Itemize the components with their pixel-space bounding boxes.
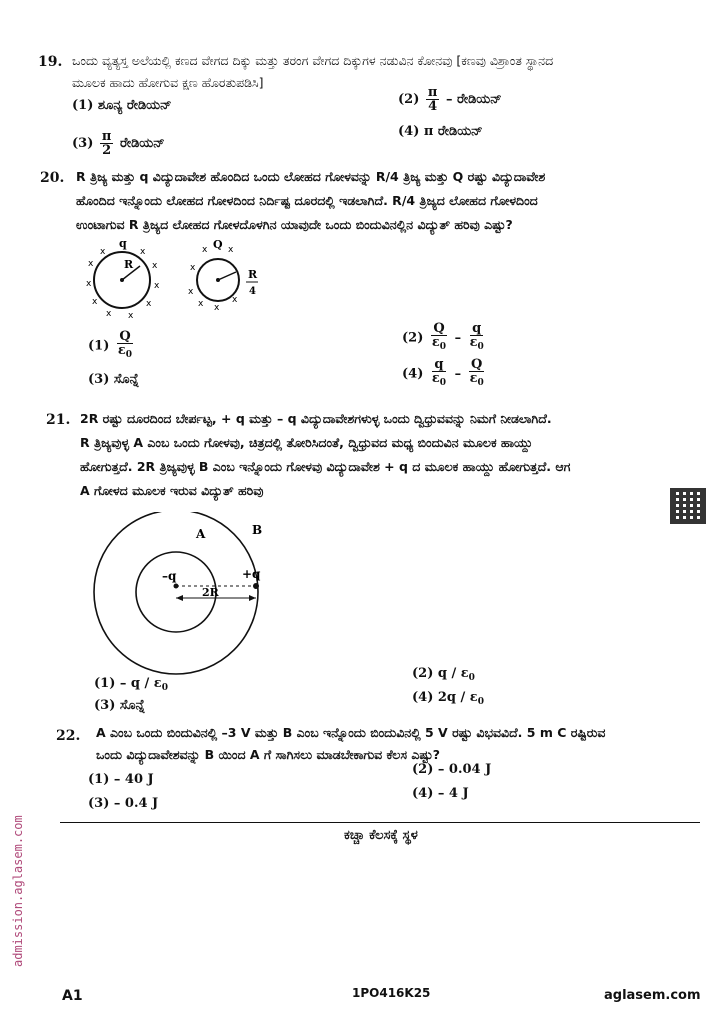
svg-text:x: x	[92, 297, 98, 307]
q19-option-3: (3) $\frac{\pi}{2}$ ರೇಡಿಯನ್	[72, 129, 165, 158]
svg-text:x: x	[154, 281, 160, 291]
q19-text-line1: ಒಂದು ವ್ಯತ್ಯಸ್ತ ಅಲೆಯಲ್ಲಿ ಕಣದ ವೇಗದ ದಿಕ್ಕು ಮತ್ತು ತರಂಗ ವೇಗದ ದಿಕ್ಕುಗಳ ನಡುವಿನ ಕೋನವು [ಕಣವು ವಿಶ್ರಾಂತ ಸ್ಥಾನದ	[72, 53, 554, 68]
q22-option-3: (3) – 0.4 J	[88, 796, 159, 811]
q21-text-line2: R ತ್ರಿಜ್ಯವುಳ್ಳ A ಎಂಬ ಒಂದು ಗೋಳವು, ಚಿತ್ರದಲ್ಲಿ ತೋರಿಸಿದಂತೆ, ದ್ವಿಧ್ರುವದ ಮಧ್ಯ ಬಿಂದುವಿನ ಮೂಲಕ ಹಾಯ್ದು	[80, 435, 533, 450]
svg-text:x: x	[100, 247, 106, 257]
q22-number: 22.	[56, 728, 81, 744]
footer-paper-code: 1PO416K25	[352, 986, 431, 1000]
svg-text:x: x	[214, 303, 220, 313]
q22-text-line1: A ಎಂಬ ಒಂದು ಬಿಂದುವಿನಲ್ಲಿ –3 V ಮತ್ತು B ಎಂಬ ಇನ್ನೊಂದು ಬಿಂದುವಿನಲ್ಲಿ 5 V ರಷ್ಟು ವಿಭವವಿದೆ. 5 m C ರಷ್ಟಿರುವ	[96, 725, 606, 740]
sphere-B	[94, 512, 258, 674]
fig-label-plus-q: +q	[242, 567, 261, 581]
svg-text:x: x	[140, 247, 146, 257]
q20-option-3: (3) ಸೊನ್ನೆ	[88, 372, 140, 387]
fig-label-Q: Q	[213, 238, 223, 251]
q20-text-line2: ಹೊಂದಿದ ಇನ್ನೊಂದು ಲೋಹದ ಗೋಳದಿಂದ ನಿರ್ದಿಷ್ಟ ದೂರದಲ್ಲಿ ಇಡಲಾಗಿದೆ. R/4 ತ್ರಿಜ್ಯದ ಲೋಹದ ಗೋಳದಿಂದ	[76, 193, 538, 208]
fig-label-2R: 2R	[202, 586, 219, 599]
fig-label-B: B	[252, 523, 263, 537]
q19-number: 19.	[38, 54, 63, 70]
svg-text:x: x	[228, 245, 234, 255]
q21-option-3: (3) ಸೊನ್ನೆ	[94, 698, 146, 713]
section-divider	[60, 822, 700, 823]
q20-text-line3: ಉಂಟಾಗುವ R ತ್ರಿಜ್ಯದ ಲೋಹದ ಗೋಳದೊಳಗಿನ ಯಾವುದೇ ಒಂದು ಬಿಂದುವಿನಲ್ಲಿನ ವಿದ್ಯುತ್ ಹರಿವು ಎಷ್ಟು?	[76, 217, 513, 232]
q19-option-1: (1) ಶೂನ್ಯ ರೇಡಿಯನ್	[72, 98, 172, 113]
q21-option-2: (2) q / $\varepsilon_0$	[412, 666, 475, 683]
svg-text:x: x	[188, 287, 194, 297]
q21-text-line3: ಹೋಗುತ್ತದೆ. 2R ತ್ರಿಜ್ಯವುಳ್ಳ B ಎಂಬ ಇನ್ನೊಂದು ಗೋಳವು ವಿದ್ಯುದಾವೇಶ + q ದ ಮೂಲಕ ಹಾಯ್ದು ಹೋಗುತ್ತದೆ. ಆಗ	[80, 459, 571, 474]
q22-option-4: (4) – 4 J	[412, 786, 469, 801]
q21-option-4: (4) $2q / \varepsilon_0$	[412, 690, 484, 707]
q21-figure	[90, 512, 280, 678]
q22-option-1: (1) – 40 J	[88, 772, 154, 787]
q21-number: 21.	[46, 412, 71, 428]
side-watermark: admission.aglasem.com	[11, 815, 25, 967]
qr-code	[670, 488, 706, 524]
fig-label-R: R	[124, 258, 134, 271]
svg-text:x: x	[128, 311, 134, 321]
q22-option-2: (2) – 0.04 J	[412, 762, 492, 777]
q20-option-4: (4) $\frac{q}{\varepsilon_0}$ – $\frac{Q}{\varepsilon_0}$	[402, 357, 484, 388]
q19-option-2: (2) $\frac{\pi}{4}$ – ರೇಡಿಯನ್	[398, 85, 502, 114]
footer-site: aglasem.com	[604, 988, 701, 1003]
svg-text:x: x	[232, 295, 238, 305]
svg-text:x: x	[202, 245, 208, 255]
svg-text:x: x	[146, 299, 152, 309]
q20-text-line1: R ತ್ರಿಜ್ಯ ಮತ್ತು q ವಿದ್ಯುದಾವೇಶ ಹೊಂದಿದ ಒಂದು ಲೋಹದ ಗೋಳವನ್ನು R/4 ತ್ರಿಜ್ಯ ಮತ್ತು Q ರಷ್ಟು ವಿದ್ಯುದಾವೇಶ	[76, 169, 546, 184]
footer-page-code: A1	[62, 988, 83, 1004]
q19-text-line2: ಮೂಲಕ ಹಾದು ಹೋಗುವ ಕ್ಷಣ ಹೊರತುಪಡಿಸಿ]	[72, 75, 264, 90]
fig-label-4: 4	[249, 286, 256, 297]
fig-label-q: q	[119, 237, 127, 250]
fig-label-R-small: R	[248, 268, 258, 281]
svg-text:x: x	[190, 263, 196, 273]
q22-text-line2: ಒಂದು ವಿದ್ಯುದಾವೇಶವನ್ನು B ಯಿಂದ A ಗೆ ಸಾಗಿಸಲು ಮಾಡಬೇಕಾಗುವ ಕೆಲಸ ಎಷ್ಟು?	[96, 747, 441, 762]
svg-text:x: x	[88, 259, 94, 269]
q21-text-line4: A ಗೋಳದ ಮೂಲಕ ಇರುವ ವಿದ್ಯುತ್ ಹರಿವು	[80, 483, 264, 498]
svg-text:x: x	[106, 309, 112, 319]
rough-work-label: ಕಚ್ಚಾ ಕೆಲಸಕ್ಕೆ ಸ್ಥಳ	[344, 828, 418, 843]
svg-text:x: x	[198, 299, 204, 309]
q21-text-line1: 2R ರಷ್ಟು ದೂರದಿಂದ ಬೇರ್ಪಟ್ಟ, + q ಮತ್ತು – q ವಿದ್ಯುದಾವೇಶಗಳುಳ್ಳ ಒಂದು ದ್ವಿಧ್ರುವವನ್ನು ನಿಮಗೆ ನೀಡಲಾಗಿದೆ.	[80, 411, 552, 426]
q20-option-1: (1) $\frac{Q}{\varepsilon_0}$	[88, 329, 133, 360]
q20-number: 20.	[40, 170, 65, 186]
q20-figure	[76, 236, 276, 324]
q19-option-4: (4) π ರೇಡಿಯನ್	[398, 124, 483, 139]
fig-label-minus-q: –q	[162, 569, 177, 583]
svg-text:x: x	[152, 261, 158, 271]
q20-option-2: (2) $\frac{Q}{\varepsilon_0}$ – $\frac{q}{\varepsilon_0}$	[402, 321, 484, 352]
small-sphere-x-marks	[188, 245, 238, 313]
fig-label-A: A	[196, 527, 206, 541]
q21-option-1: (1) – q / $\varepsilon_0$	[94, 676, 168, 693]
svg-text:x: x	[86, 279, 92, 289]
